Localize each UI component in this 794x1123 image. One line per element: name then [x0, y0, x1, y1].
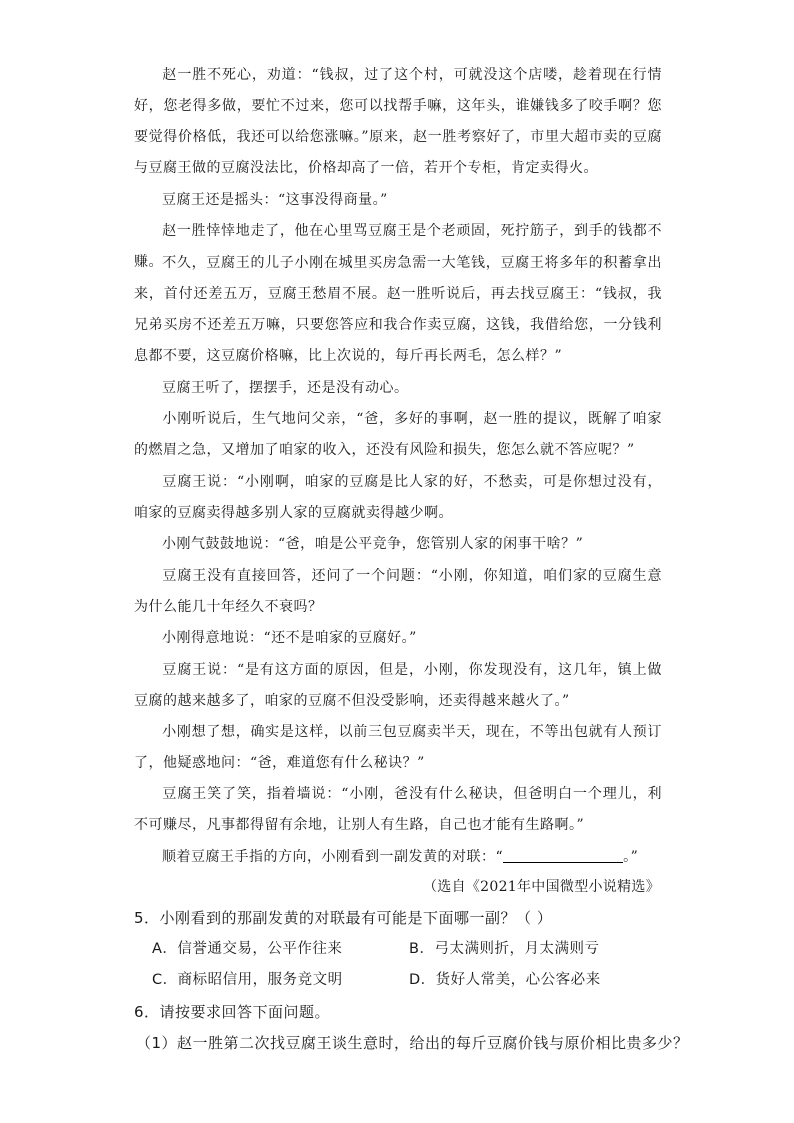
story-paragraph-12: 小刚想了想，确实是这样，以前三包豆腐卖半天，现在，不等出包就有人预订了，他疑惑地问：“爸，难道您有什么秘诀？” — [134, 724, 662, 771]
story-paragraph-2: 豆腐王还是摇头：“这事没得商量。” — [162, 192, 388, 208]
story-paragraph-7: 豆腐王说：“小刚啊，咱家的豆腐是比人家的好，不愁卖，可是你想过没有，咱家的豆腐卖得越多别人家的豆腐就卖得越少啊。 — [134, 474, 662, 521]
story-paragraph-13: 豆腐王笑了笑，指着墙说：“小刚，爸没有什么秘诀，但爸明白一个理儿，利不可赚尽，凡事都得留有余地，让别人有生路，自己也才能有生路啊。” — [134, 786, 662, 833]
question-5-option-a[interactable]: A．信誉通交易，公平作往来 — [152, 941, 343, 957]
story-source: （选自《2021年中国微型小说精选》 — [422, 879, 660, 895]
answer-blank[interactable] — [503, 848, 623, 863]
story-paragraph-9: 豆腐王没有直接回答，还问了一个问题：“小刚，你知道，咱们家的豆腐生意为什么能几十年经久不衰吗？ — [134, 568, 662, 615]
question-5-stem: 5．小刚看到的那副发黄的对联最有可能是下面哪一副？（ ） — [134, 909, 553, 927]
story-paragraph-10: 小刚得意地说：“还不是咱家的豆腐好。” — [162, 630, 417, 646]
question-6-stem: 6．请按要求回答下面问题。 — [134, 1003, 331, 1021]
story-paragraph-1: 赵一胜不死心，劝道：“钱叔，过了这个村，可就没这个店喽，趁着现在行情好，您老得多做，要忙不过来，您可以找帮手嘛，这年头，谁嫌钱多了咬手啊？您要觉得价格低，我还可以给您涨嘛。”原来，赵一胜考察好了，市里大超市卖的豆腐与豆腐王做的豆腐没法比，价格却高了一倍，若开个专柜，肯定卖得火。 — [134, 67, 662, 176]
story-paragraph-4: 不久，豆腐王的儿子小刚在城里买房急需一大笔钱，豆腐王将多年的积蓄拿出来，首付还差五万，豆腐王愁眉不展。赵一胜听说后，再去找豆腐王：“钱叔，我兄弟买房不还差五万嘛，只要您答应和我合作卖豆腐，这钱，我借给您，一分钱利息都不要，这豆腐价格嘛，比上次说的，每斤再长两毛，怎么样？” — [134, 255, 662, 364]
story-paragraph-5: 豆腐王听了，摆摆手，还是没有动心。 — [162, 380, 409, 396]
story-paragraph-6: 小刚听说后，生气地问父亲，“爸，多好的事啊，赵一胜的提议，既解了咱家的燃眉之急，又增加了咱家的收入，还没有风险和损失，您怎么就不答应呢？” — [134, 411, 662, 458]
story-paragraph-11: 豆腐王说：“是有这方面的原因，但是，小刚，你发现没有，这几年，镇上做豆腐的越来越多了，咱家的豆腐不但没受影响，还卖得越来越火了。” — [134, 662, 662, 709]
question-5-option-d[interactable]: D．货好人常美，心公客必来 — [409, 972, 601, 988]
story-paragraph-8: 小刚气鼓鼓地说：“爸，咱是公平竞争，您管别人家的闲事干啥？” — [162, 536, 584, 552]
story-paragraph-3: 赵一胜悻悻地走了，他在心里骂豆腐王是个老顽固，死拧筋子，到手的钱都不赚。 — [134, 223, 662, 270]
question-6-subquestion-1: （1）赵一胜第二次找豆腐王谈生意时，给出的每斤豆腐价钱与原价相比贵多少？ — [136, 1034, 689, 1052]
story-paragraph-14: 顺着豆腐王手指的方向，小刚看到一副发黄的对联：“ 。” — [162, 849, 639, 865]
question-5-option-b[interactable]: B．弓太满则折，月太满则亏 — [409, 941, 600, 957]
question-5-option-c[interactable]: C．商标昭信用，服务竞文明 — [152, 972, 343, 988]
